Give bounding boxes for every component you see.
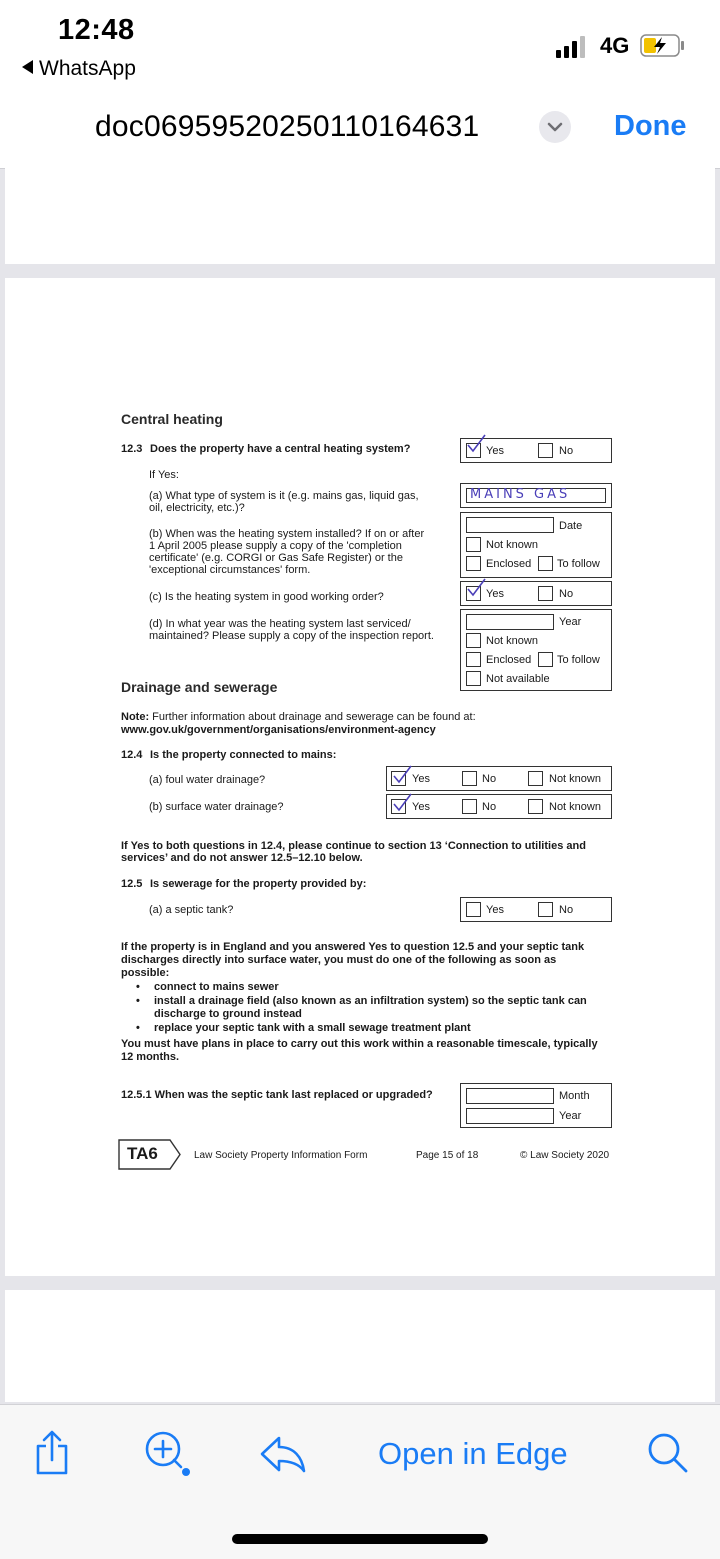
date-label: Date	[559, 520, 583, 532]
if-yes-label: If Yes:	[149, 469, 179, 481]
year-input[interactable]	[466, 1108, 554, 1124]
option-no: No	[482, 773, 497, 785]
option-yes: Yes	[486, 445, 504, 457]
question-a-line1: (a) What type of system is it (e.g. mains gas, liquid gas,	[149, 490, 419, 502]
option-no: No	[482, 801, 497, 813]
check-mark-icon	[465, 433, 487, 453]
instruction-line2: services’ and do not answer 12.5–12.10 below.	[121, 852, 363, 864]
checkbox-no[interactable]	[538, 443, 553, 458]
back-to-app-link[interactable]	[22, 57, 136, 81]
document-title[interactable]: doc06959520250110164631	[95, 110, 480, 143]
question-12-3: Does the property have a central heating system?	[150, 443, 411, 455]
document-page	[5, 278, 715, 1276]
checkbox-yes[interactable]	[466, 902, 481, 917]
question-12-5a: (a) a septic tank?	[149, 904, 234, 916]
bullet-icon: •	[136, 981, 140, 993]
checkbox-to-follow[interactable]	[538, 652, 553, 667]
option-no: No	[559, 904, 574, 916]
checkbox-not-known[interactable]	[466, 537, 481, 552]
check-mark-icon	[465, 577, 487, 597]
question-12-5: Is sewerage for the property provided by:	[150, 878, 367, 890]
footer-copyright: © Law Society 2020	[520, 1150, 610, 1161]
month-input[interactable]	[466, 1088, 554, 1104]
note-text: Further information about drainage and sewerage can be found at:	[152, 711, 476, 723]
search-icon[interactable]	[645, 1430, 691, 1476]
network-type: 4G	[600, 33, 630, 58]
chevron-down-icon[interactable]	[539, 111, 571, 143]
battery-charging-icon	[640, 34, 686, 57]
next-page	[5, 1290, 715, 1402]
option-not-known: Not known	[549, 773, 601, 785]
question-number: 12.3	[121, 443, 143, 455]
open-in-edge-button[interactable]: Open in Edge	[378, 1436, 568, 1471]
date-input[interactable]	[466, 517, 554, 533]
home-indicator	[232, 1534, 488, 1544]
status-time: 12:48	[58, 14, 135, 46]
question-b-line2: 1 April 2005 please supply a copy of the 'completion	[149, 540, 402, 552]
option-yes: Yes	[486, 904, 504, 916]
question-b-line3: certificate' (e.g. CORGI or Gas Safe Register) or the	[149, 552, 403, 564]
back-app-label: WhatsApp	[39, 57, 136, 80]
question-12-4: Is the property connected to mains:	[150, 749, 337, 761]
question-b-line4: 'exceptional circumstances' form.	[149, 564, 311, 576]
option-yes: Yes	[412, 801, 430, 813]
year-input[interactable]	[466, 614, 554, 630]
option-yes: Yes	[412, 773, 430, 785]
checkbox-not-known[interactable]	[466, 633, 481, 648]
footer-page-number: Page 15 of 18	[416, 1150, 479, 1161]
previous-page	[5, 168, 715, 264]
paragraph2-line2: 12 months.	[121, 1051, 180, 1063]
checkbox-no[interactable]	[538, 902, 553, 917]
question-12-4a: (a) foul water drainage?	[149, 774, 266, 786]
option-to-follow: To follow	[557, 558, 600, 570]
option-yes: Yes	[486, 588, 504, 600]
checkbox-not-known[interactable]	[528, 799, 543, 814]
checkbox-no[interactable]	[538, 586, 553, 601]
reply-icon[interactable]	[259, 1434, 307, 1474]
answer-box-12-5a	[460, 897, 612, 922]
checkbox-no[interactable]	[462, 799, 477, 814]
question-a-line2: oil, electricity, etc.)?	[149, 502, 245, 514]
question-12-4b: (b) surface water drainage?	[149, 801, 284, 813]
checkbox-enclosed[interactable]	[466, 652, 481, 667]
paragraph-line2: discharges directly into surface water, you must do one of the following as soon as	[121, 954, 557, 966]
question-c: (c) Is the heating system in good working order?	[149, 591, 384, 603]
paragraph-line3: possible:	[121, 967, 170, 979]
option-not-known: Not known	[549, 801, 601, 813]
check-mark-icon	[391, 764, 413, 784]
question-d-line1: (d) In what year was the heating system last serviced/	[149, 618, 411, 630]
checkbox-enclosed[interactable]	[466, 556, 481, 571]
option-no: No	[559, 445, 574, 457]
option-to-follow: To follow	[557, 654, 600, 666]
option-not-known: Not known	[486, 539, 538, 551]
note-line	[121, 711, 476, 724]
question-number: 12.4	[121, 749, 143, 761]
bullet-1: connect to mains sewer	[154, 981, 279, 993]
note-label: Note:	[121, 711, 150, 723]
markup-icon[interactable]	[142, 1428, 194, 1480]
option-enclosed: Enclosed	[486, 558, 532, 570]
instruction-line1: If Yes to both questions in 12.4, please continue to section 13 ‘Connection to utilities and	[121, 840, 586, 852]
footer-badge: TA6	[127, 1144, 158, 1163]
bullet-2-line2: discharge to ground instead	[154, 1008, 302, 1020]
note-url[interactable]: www.gov.uk/government/organisations/environment-agency	[121, 724, 436, 736]
check-mark-icon	[391, 792, 413, 812]
bullet-icon: •	[136, 1022, 140, 1034]
paragraph2-line1: You must have plans in place to carry out this work within a reasonable timescale, typically	[121, 1038, 598, 1050]
checkbox-to-follow[interactable]	[538, 556, 553, 571]
year-label: Year	[559, 1110, 582, 1122]
question-b-line1: (b) When was the heating system installed? If on or after	[149, 528, 425, 540]
section-heading-central-heating: Central heating	[121, 411, 223, 427]
section-heading-drainage: Drainage and sewerage	[121, 679, 278, 695]
option-not-available: Not available	[486, 673, 550, 685]
question-number: 12.5	[121, 878, 143, 890]
bullet-3: replace your septic tank with a small sewage treatment plant	[154, 1022, 471, 1034]
option-not-known: Not known	[486, 635, 538, 647]
checkbox-not-available[interactable]	[466, 671, 481, 686]
share-icon[interactable]	[33, 1430, 71, 1476]
checkbox-not-known[interactable]	[528, 771, 543, 786]
checkbox-no[interactable]	[462, 771, 477, 786]
handwritten-answer: MAINS GAS	[470, 487, 571, 502]
option-enclosed: Enclosed	[486, 654, 532, 666]
question-12-5-1: 12.5.1 When was the septic tank last replaced or upgraded?	[121, 1089, 433, 1101]
month-label: Month	[559, 1090, 590, 1102]
back-arrow-icon	[22, 60, 33, 74]
footer-form-name: Law Society Property Information Form	[194, 1150, 368, 1161]
question-d-line2: maintained? Please supply a copy of the inspection report.	[149, 630, 434, 642]
year-label: Year	[559, 616, 582, 628]
bullet-2-line1: install a drainage field (also known as an infiltration system) so the septic tank can	[154, 995, 587, 1007]
option-no: No	[559, 588, 574, 600]
signal-icon	[556, 36, 592, 58]
done-button[interactable]: Done	[614, 110, 687, 142]
paragraph-line1: If the property is in England and you answered Yes to question 12.5 and your septic tank	[121, 941, 585, 953]
bullet-icon: •	[136, 995, 140, 1007]
